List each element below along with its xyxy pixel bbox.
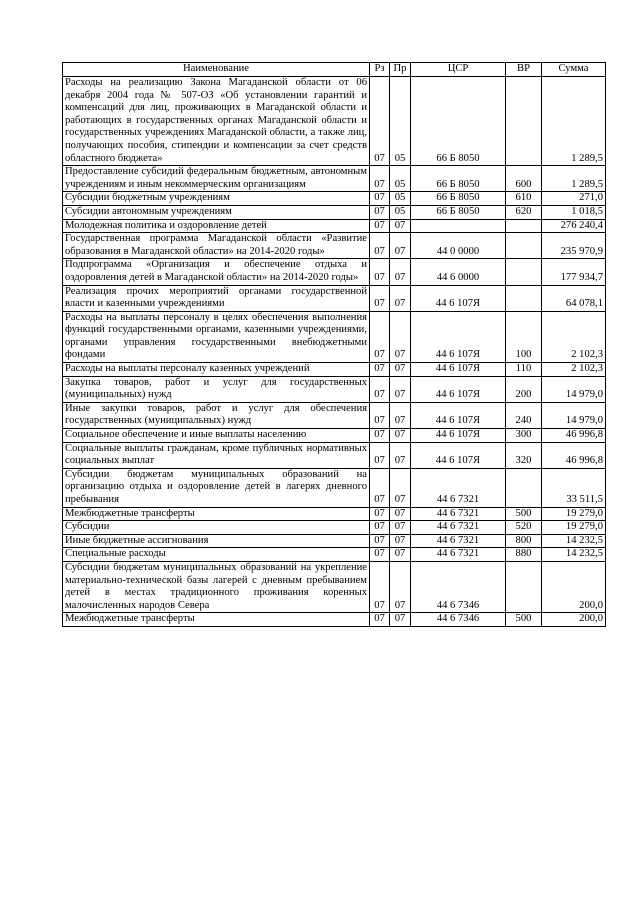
cell-vr: 100 xyxy=(506,311,542,362)
table-row xyxy=(63,548,606,562)
cell-vr: 520 xyxy=(506,521,542,535)
cell-csr: 44 6 7346 xyxy=(411,613,506,627)
cell-sum: 235 970,9 xyxy=(542,233,606,259)
table-row xyxy=(63,442,606,468)
cell-csr: 44 6 107Я xyxy=(411,376,506,402)
header-sum: Сумма xyxy=(542,63,606,77)
cell-pr: 07 xyxy=(390,402,411,428)
cell-pr: 05 xyxy=(390,205,411,219)
cell-csr: 44 6 7321 xyxy=(411,521,506,535)
header-csr: ЦСР xyxy=(411,63,506,77)
cell-name: Субсидии бюджетам муниципальных образований на укрепление материально-технической базы лагерей с дневным пребыванием детей в местах традиционного проживания коренных малочисленных народов Севера xyxy=(63,561,370,612)
cell-sum: 46 996,8 xyxy=(542,442,606,468)
table-row xyxy=(63,205,606,219)
cell-sum: 2 102,3 xyxy=(542,311,606,362)
table-row xyxy=(63,166,606,192)
cell-name: Подпрограмма «Организация и обеспечение отдыха и оздоровления детей в Магаданской области» на 2014-2020 годы» xyxy=(63,259,370,285)
cell-sum: 33 511,5 xyxy=(542,468,606,507)
cell-vr xyxy=(506,77,542,166)
cell-csr: 66 Б 8050 xyxy=(411,77,506,166)
cell-vr xyxy=(506,259,542,285)
cell-rz: 07 xyxy=(370,285,390,311)
cell-name: Закупка товаров, работ и услуг для государственных (муниципальных) нужд xyxy=(63,376,370,402)
cell-csr: 44 6 107Я xyxy=(411,429,506,443)
cell-csr: 44 6 7346 xyxy=(411,561,506,612)
cell-pr: 07 xyxy=(390,259,411,285)
cell-rz: 07 xyxy=(370,192,390,206)
cell-sum: 1 289,5 xyxy=(542,166,606,192)
table-row xyxy=(63,468,606,507)
cell-name: Социальное обеспечение и иные выплаты населению xyxy=(63,429,370,443)
cell-sum: 19 279,0 xyxy=(542,521,606,535)
cell-sum: 46 996,8 xyxy=(542,429,606,443)
cell-csr: 44 6 107Я xyxy=(411,311,506,362)
cell-name: Иные закупки товаров, работ и услуг для обеспечения государственных (муниципальных) нужд xyxy=(63,402,370,428)
cell-sum: 14 979,0 xyxy=(542,402,606,428)
cell-csr: 66 Б 8050 xyxy=(411,205,506,219)
cell-pr: 07 xyxy=(390,285,411,311)
table-row xyxy=(63,233,606,259)
cell-rz: 07 xyxy=(370,613,390,627)
table-row xyxy=(63,363,606,377)
table-row xyxy=(63,192,606,206)
cell-name: Социальные выплаты гражданам, кроме публичных нормативных социальных выплат xyxy=(63,442,370,468)
cell-csr: 66 Б 8050 xyxy=(411,192,506,206)
cell-rz: 07 xyxy=(370,233,390,259)
cell-vr: 600 xyxy=(506,166,542,192)
cell-name: Молодежная политика и оздоровление детей xyxy=(63,219,370,233)
cell-vr: 620 xyxy=(506,205,542,219)
cell-vr: 610 xyxy=(506,192,542,206)
cell-name: Субсидии xyxy=(63,521,370,535)
cell-name: Расходы на выплаты персоналу казенных учреждений xyxy=(63,363,370,377)
table-row xyxy=(63,219,606,233)
cell-rz: 07 xyxy=(370,219,390,233)
cell-csr: 44 6 107Я xyxy=(411,402,506,428)
cell-name: Специальные расходы xyxy=(63,548,370,562)
cell-name: Государственная программа Магаданской области «Развитие образования в Магаданской области» на 2014-2020 годы» xyxy=(63,233,370,259)
cell-vr: 800 xyxy=(506,534,542,548)
cell-rz: 07 xyxy=(370,205,390,219)
cell-pr: 07 xyxy=(390,376,411,402)
cell-name: Расходы на реализацию Закона Магаданской области от 06 декабря 2004 года № 507-ОЗ «Об установлении гарантий и компенсаций для лиц, проживающих в Магаданской области и работающих в государственных органах Магаданской области и государственных учреждениях Магаданской области, а также лиц, получающих пособия, стипендии и компенсации за счет средств областного бюджета» xyxy=(63,77,370,166)
cell-csr: 44 6 7321 xyxy=(411,507,506,521)
header-vr: ВР xyxy=(506,63,542,77)
cell-pr: 05 xyxy=(390,77,411,166)
cell-csr: 44 6 107Я xyxy=(411,285,506,311)
table-row xyxy=(63,285,606,311)
cell-name: Субсидии автономным учреждениям xyxy=(63,205,370,219)
cell-pr: 07 xyxy=(390,534,411,548)
cell-name: Расходы на выплаты персоналу в целях обеспечения выполнения функций государственными органами, казенными учреждениями, органами управления государственными внебюджетными фондами xyxy=(63,311,370,362)
cell-vr: 240 xyxy=(506,402,542,428)
cell-rz: 07 xyxy=(370,534,390,548)
cell-csr: 44 6 7321 xyxy=(411,534,506,548)
table-row xyxy=(63,402,606,428)
cell-sum: 64 078,1 xyxy=(542,285,606,311)
cell-pr: 07 xyxy=(390,363,411,377)
cell-csr: 44 6 0000 xyxy=(411,259,506,285)
cell-vr: 320 xyxy=(506,442,542,468)
cell-csr: 44 6 107Я xyxy=(411,363,506,377)
cell-rz: 07 xyxy=(370,77,390,166)
cell-rz: 07 xyxy=(370,402,390,428)
cell-sum: 19 279,0 xyxy=(542,507,606,521)
cell-vr xyxy=(506,561,542,612)
cell-vr: 500 xyxy=(506,613,542,627)
cell-sum: 271,0 xyxy=(542,192,606,206)
cell-vr: 300 xyxy=(506,429,542,443)
cell-csr: 44 6 7321 xyxy=(411,548,506,562)
cell-name: Межбюджетные трансферты xyxy=(63,507,370,521)
cell-csr: 44 0 0000 xyxy=(411,233,506,259)
cell-rz: 07 xyxy=(370,507,390,521)
header-row xyxy=(63,63,606,77)
header-pr: Пр xyxy=(390,63,411,77)
cell-name: Предоставление субсидий федеральным бюджетным, автономным учреждениям и иным некоммерческим организациям xyxy=(63,166,370,192)
table-row xyxy=(63,613,606,627)
cell-pr: 07 xyxy=(390,521,411,535)
cell-pr: 07 xyxy=(390,468,411,507)
table-row xyxy=(63,77,606,166)
cell-vr: 500 xyxy=(506,507,542,521)
table-row xyxy=(63,429,606,443)
cell-pr: 07 xyxy=(390,507,411,521)
cell-rz: 07 xyxy=(370,561,390,612)
cell-sum: 14 232,5 xyxy=(542,548,606,562)
budget-table xyxy=(62,62,606,627)
cell-vr: 110 xyxy=(506,363,542,377)
cell-name: Межбюджетные трансферты xyxy=(63,613,370,627)
table-row xyxy=(63,311,606,362)
cell-rz: 07 xyxy=(370,259,390,285)
cell-pr: 07 xyxy=(390,219,411,233)
table-row xyxy=(63,534,606,548)
cell-pr: 07 xyxy=(390,561,411,612)
cell-sum: 200,0 xyxy=(542,613,606,627)
cell-name: Субсидии бюджетным учреждениям xyxy=(63,192,370,206)
table-row xyxy=(63,376,606,402)
cell-sum: 14 232,5 xyxy=(542,534,606,548)
cell-rz: 07 xyxy=(370,166,390,192)
table-row xyxy=(63,561,606,612)
cell-sum: 1 289,5 xyxy=(542,77,606,166)
header-name: Наименование xyxy=(63,63,370,77)
table-row xyxy=(63,259,606,285)
cell-rz: 07 xyxy=(370,376,390,402)
cell-rz: 07 xyxy=(370,548,390,562)
cell-rz: 07 xyxy=(370,442,390,468)
cell-pr: 05 xyxy=(390,166,411,192)
cell-rz: 07 xyxy=(370,521,390,535)
cell-pr: 07 xyxy=(390,429,411,443)
cell-rz: 07 xyxy=(370,429,390,443)
cell-vr xyxy=(506,219,542,233)
cell-pr: 07 xyxy=(390,548,411,562)
table-row xyxy=(63,507,606,521)
cell-csr: 44 6 7321 xyxy=(411,468,506,507)
table-row xyxy=(63,521,606,535)
cell-sum: 1 018,5 xyxy=(542,205,606,219)
cell-csr xyxy=(411,219,506,233)
cell-vr: 200 xyxy=(506,376,542,402)
cell-sum: 200,0 xyxy=(542,561,606,612)
cell-rz: 07 xyxy=(370,468,390,507)
cell-pr: 07 xyxy=(390,311,411,362)
cell-sum: 14 979,0 xyxy=(542,376,606,402)
cell-sum: 2 102,3 xyxy=(542,363,606,377)
cell-name: Реализация прочих мероприятий органами государственной власти и казенными учреждениями xyxy=(63,285,370,311)
cell-vr: 880 xyxy=(506,548,542,562)
cell-csr: 44 6 107Я xyxy=(411,442,506,468)
cell-pr: 07 xyxy=(390,233,411,259)
cell-pr: 05 xyxy=(390,192,411,206)
cell-vr xyxy=(506,233,542,259)
header-rz: Рз xyxy=(370,63,390,77)
cell-vr xyxy=(506,285,542,311)
cell-pr: 07 xyxy=(390,613,411,627)
cell-rz: 07 xyxy=(370,363,390,377)
cell-name: Субсидии бюджетам муниципальных образований на организацию отдыха и оздоровление детей в лагерях дневного пребывания xyxy=(63,468,370,507)
cell-csr: 66 Б 8050 xyxy=(411,166,506,192)
cell-vr xyxy=(506,468,542,507)
cell-sum: 177 934,7 xyxy=(542,259,606,285)
cell-rz: 07 xyxy=(370,311,390,362)
cell-sum: 276 240,4 xyxy=(542,219,606,233)
cell-name: Иные бюджетные ассигнования xyxy=(63,534,370,548)
cell-pr: 07 xyxy=(390,442,411,468)
